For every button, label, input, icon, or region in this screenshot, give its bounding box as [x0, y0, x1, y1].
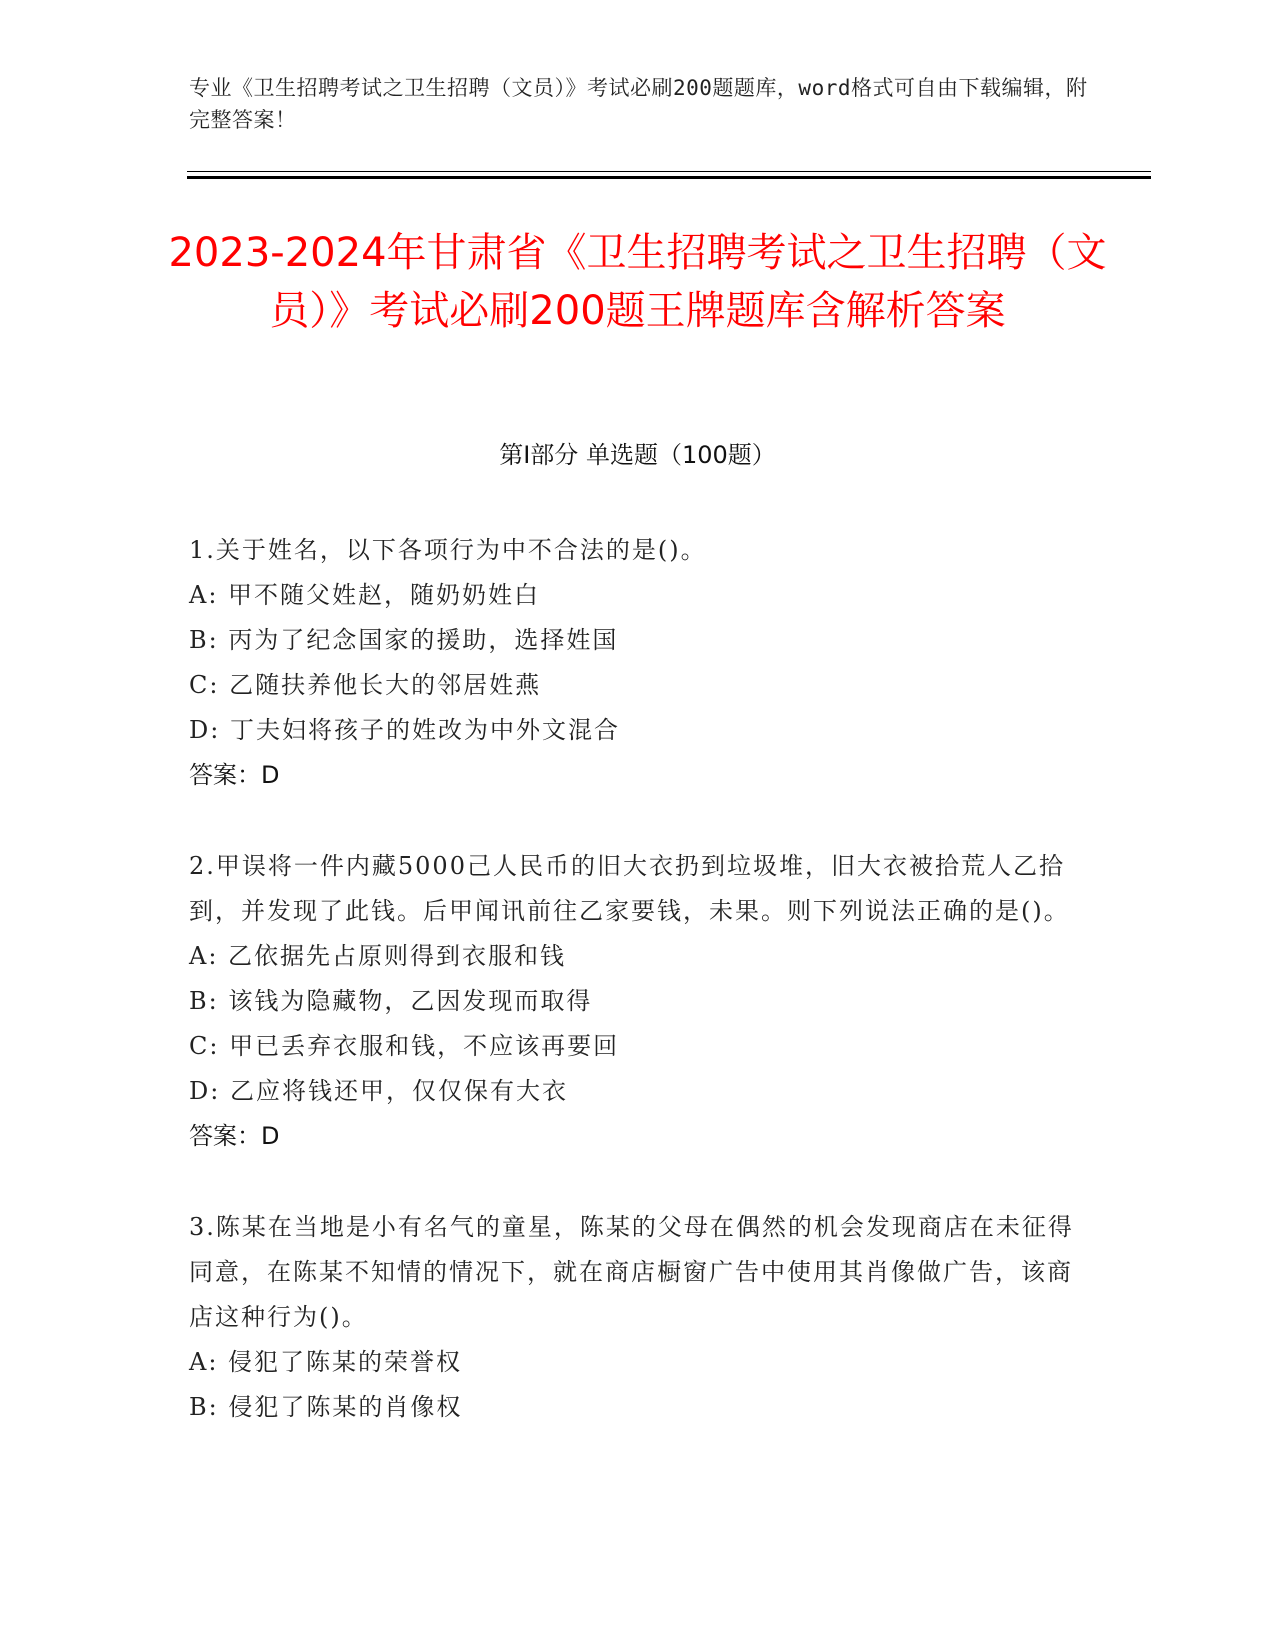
option-a: A: 甲不随父姓赵，随奶奶姓白 [189, 581, 541, 609]
answer: 答案：D [189, 1122, 280, 1150]
question-3 [189, 1205, 1079, 1430]
option-a: A: 侵犯了陈某的荣誉权 [189, 1348, 463, 1376]
header-divider-thin [187, 171, 1151, 172]
option-b: B: 丙为了纪念国家的援助，选择姓国 [189, 626, 619, 654]
header-note: 专业《卫生招聘考试之卫生招聘（文员）》考试必刷200题题库，word格式可自由下载编辑，附完整答案！ [189, 76, 1088, 132]
document-title: 2023-2024年甘肃省《卫生招聘考试之卫生招聘（文员）》考试必刷200题王牌题库含解析答案 [168, 230, 1107, 334]
option-a: A: 乙依据先占原则得到衣服和钱 [189, 942, 567, 970]
question-stem: 3.陈某在当地是小有名气的童星，陈某的父母在偶然的机会发现商店在未征得同意，在陈某不知情的情况下，就在商店橱窗广告中使用其肖像做广告，该商店这种行为()。 [189, 1213, 1074, 1331]
option-d: D: 丁夫妇将孩子的姓改为中外文混合 [189, 716, 620, 744]
option-b: B: 该钱为隐藏物，乙因发现而取得 [189, 987, 593, 1015]
question-stem: 1.关于姓名，以下各项行为中不合法的是()。 [189, 536, 707, 564]
question-1 [189, 528, 1079, 798]
option-c: C: 乙随扶养他长大的邻居姓燕 [189, 671, 542, 699]
answer: 答案：D [189, 761, 280, 789]
question-list [189, 528, 1079, 1476]
question-stem: 2.甲误将一件内藏5000己人民币的旧大衣扔到垃圾堆，旧大衣被拾荒人乙拾到，并发现了此钱。后甲闻讯前往乙家要钱，未果。则下列说法正确的是()。 [189, 852, 1070, 925]
header-divider-thick [187, 176, 1151, 179]
option-d: D: 乙应将钱还甲，仅仅保有大衣 [189, 1077, 568, 1105]
option-b: B: 侵犯了陈某的肖像权 [189, 1393, 463, 1421]
question-2 [189, 844, 1079, 1159]
section-title: 第Ⅰ部分 单选题（100题） [499, 441, 776, 469]
option-c: C: 甲已丢弃衣服和钱，不应该再要回 [189, 1032, 620, 1060]
